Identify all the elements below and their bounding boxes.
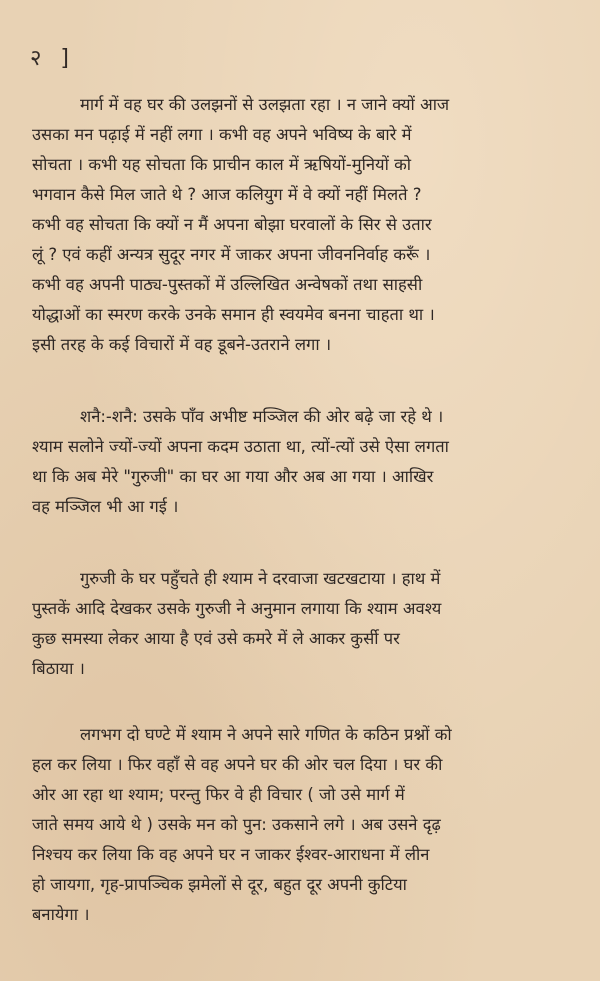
text-line: उसका मन पढ़ाई में नहीं लगा । कभी वह अपने भविष्य के बारे में: [32, 125, 412, 144]
text-line: कभी वह अपनी पाठ्य-पुस्तकों में उल्लिखित अन्वेषकों तथा साहसी: [32, 275, 423, 294]
text-line: निश्चय कर लिया कि वह अपने घर न जाकर ईश्वर-आराधना में लीन: [32, 845, 430, 864]
text-line: इसी तरह के कई विचारों में वह डूबने-उतराने लगा ।: [32, 335, 332, 354]
paragraph-1: [32, 90, 572, 360]
text-line: योद्धाओं का स्मरण करके उनके समान ही स्वयमेव बनना चाहता था ।: [32, 305, 435, 324]
text-line: पुस्तकें आदि देखकर उसके गुरुजी ने अनुमान लगाया कि श्याम अवश्य: [32, 599, 442, 618]
text-line: शनै:-शनै: उसके पाँव अभीष्ट मञ्जिल की ओर बढ़े जा रहे थे ।: [80, 407, 444, 426]
text-line: मार्ग में वह घर की उलझनों से उलझता रहा । न जाने क्यों आज: [80, 95, 450, 114]
text-line: जाते समय आये थे ) उसके मन को पुन: उकसाने लगे । अब उसने दृढ़: [32, 815, 441, 834]
text-line: लूं ? एवं कहीं अन्यत्र सुदूर नगर में जाकर अपना जीवननिर्वाह करूँ ।: [32, 245, 431, 264]
text-line: हल कर लिया । फिर वहाँ से वह अपने घर की ओर चल दिया । घर की: [32, 755, 443, 774]
text-line: कभी वह सोचता कि क्यों न मैं अपना बोझा घरवालों के सिर से उतार: [32, 215, 432, 234]
text-line: गुरुजी के घर पहुँचते ही श्याम ने दरवाजा खटखटाया । हाथ में: [80, 569, 441, 588]
text-line: बनायेगा ।: [32, 905, 90, 924]
paragraph-3: [32, 564, 572, 684]
text-line: वह मञ्जिल भी आ गई ।: [32, 497, 179, 516]
text-line: बिठाया ।: [32, 659, 85, 678]
text-line: था कि अब मेरे "गुरुजी" का घर आ गया और अब आ गया । आखिर: [32, 467, 434, 486]
text-line: लगभग दो घण्टे में श्याम ने अपने सारे गणित के कठिन प्रश्नों को: [80, 725, 452, 744]
text-line: कुछ समस्या लेकर आया है एवं उसे कमरे में ले आकर कुर्सी पर: [32, 629, 400, 648]
text-line: ओर आ रहा था श्याम; परन्तु फिर वे ही विचार ( जो उसे मार्ग में: [32, 785, 405, 804]
text-line: भगवान कैसे मिल जाते थे ? आज कलियुग में वे क्यों नहीं मिलते ?: [32, 185, 422, 204]
paragraph-2: [32, 402, 572, 522]
text-line: हो जायगा, गृह-प्रापञ्चिक झमेलों से दूर, बहुत दूर अपनी कुटिया: [32, 875, 407, 894]
text-line: सोचता । कभी यह सोचता कि प्राचीन काल में ऋषियों-मुनियों को: [32, 155, 412, 174]
page-number: २ ]: [30, 46, 76, 71]
text-line: श्याम सलोने ज्यों-ज्यों अपना कदम उठाता था, त्यों-त्यों उसे ऐसा लगता: [32, 437, 449, 456]
paragraph-4: [32, 720, 572, 930]
